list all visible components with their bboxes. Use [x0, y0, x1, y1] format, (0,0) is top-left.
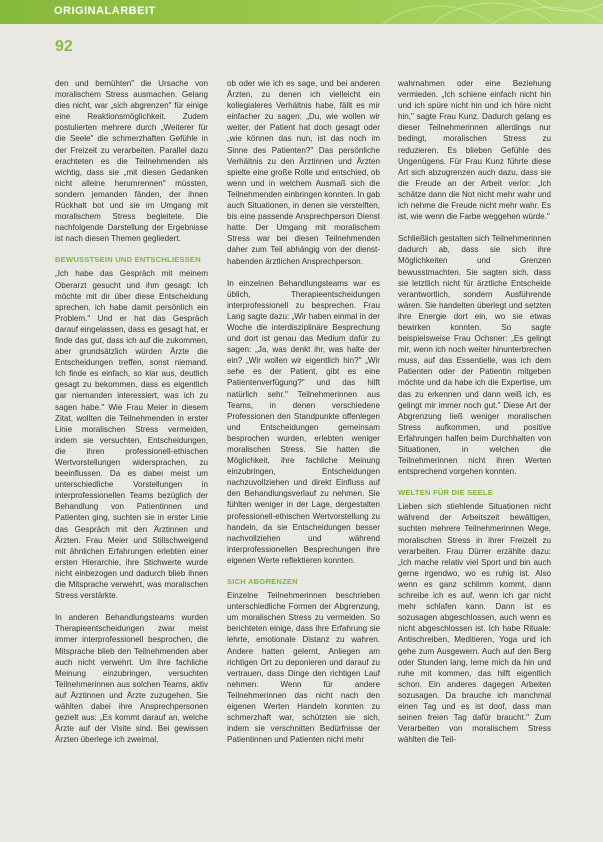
paragraph: In anderen Behandlungsteams wurden Therapieentscheidungen zwar meist immer interprofessionell besprochen, die Mitsprache blieb den Teilnehmenden aber auch nicht verwehrt. Um ihre fachliche Meinung einzubringen, versuchten Teilnehmerinnen aus solchen Teams, aktiv auf Ärztinnen und Ärzte zuzugehen. Sie wählten dabei ihre Ansprechpersonen gezielt aus: „Es kommt darauf an, welche Ärzte auf der Visite sind. Bei gewissen Ärzten überlege ich zweimal, [55, 613, 208, 745]
paragraph: In einzelnen Behandlungsteams war es üblich, Therapieentscheidungen interprofessionell zu besprechen. Frau Lang sagte dazu: „Wir haben einmal in der Woche die interdisziplinäre Besprechung und dort ist genau das Medium dafür zu sagen: „Ja, was denkt ihr, was halte der ein? „Wir wollen wir eigentlich hin?" „Wir sehe es der Patient, gibt es eine Patientenverfügung?" und das hilft natürlich sehr." Teilnehmerinnen aus Teams, in denen verschiedene Professionen den Standpunkte offenlegen und Entscheidungen gemeinsam besprochen wurden, erlebten weniger moralischen Stress. Sie hatten die Möglichkeit, ihre fachliche Meinung einzubringen, Entscheidungen nachzuvollziehen und direkt Einfluss auf den Behandlungsverlauf zu nehmen. Sie fühlten weniger in der Lage, dergestalten professionell-ethischen Wertvorstellung zu handeln, da sie Entscheidungen besser nachvollziehen und während interprofessionellen Besprechungen ihre eigenen Werte reflektieren konnten. [227, 278, 380, 565]
paragraph: Schließlich gestalten sich Teilnehmerinnen dadurch ab, dass sie sich ihre Möglichkeiten und Grenzen bewusstmachten. Sie sagten sich, dass sie letztlich nicht für ärztliche Entscheide verantwortlich, sondern Ausführende wären. Sie handelten überlegt und setzten ihre Energie dort ein, wo sie etwas bewirken konnten. So sagte beispielsweise Frau Ochsner: „Es gelingt mir, wenn ich noch weiter hinunterbrechen muss, auf das Essentielle, was ich dem Patienten oder der Patientin mitgeben möchte und da habe ich die Expertise, um das zu erkennen und dann weiß ich, es gelingt mir immer noch gut." Diese Art der Abgrenzung ließ weniger moralischen Stress aufkommen, und positive Erfahrungen halfen beim Durchhalten von Situationen, in welchen die Teilnehmerinnen nicht ihren Werten entsprechend vorgehen konnten. [398, 234, 551, 477]
page-number: 92 [55, 38, 73, 55]
header-banner [0, 0, 603, 24]
paragraph: Einzelne Teilnehmerinnen beschrieben unterschiedliche Formen der Abgrenzung, um moralischen Stress zu vermeiden. So berichteten einige, dass ihre Erfahrung sie lehrte, emotionale Distanz zu wahren. Andere hatten gelernt, Anliegen am richtigen Ort zu deponieren und darauf zu vertrauen, dass Dinge den richtigen Lauf nehmen. Wenn für andere Teilnehmerinnen das nicht nach den eigenen Werten Handeln konnten zu schmerzhaft war, schützten sie sich, indem sie verschnitten Bedürfnisse der Patientinnen und Patienten nicht mehr [227, 591, 380, 745]
paragraph: „Ich habe das Gespräch mit meinem Oberarzt gesucht und ihm gesagt: Ich möchte mit dir über diese Entscheidung sprechen, ich habe damit persönlich ein Problem." Und er hat das Gespräch darauf eingelassen, dass es gesagt hat, er finde das gut, dass ich auf die zukommen, aber grundsätzlich würden Ärzte die Entscheidungen treffen, sonst niemand. Ich finde es einfach, so klar aus, deutlich gesagt zu bekommen, dass es eigentlich gar niemanden interessiert, was ich zu sagen habe." Wie Frau Meier in diesem Zitat, wollten die Teilnehmenden in erster Linie moralischen Stress vermeiden, indem sie versuchten, Entscheidungen, die ihren professionell-ethischen Wertvorstellungen widersprachen, zu beeinflussen. Da es dabei meist um unterschiedliche Vorstellungen in interprofessionellen Teams bezüglich der Behandlung von Patientinnen und Patienten ging, suchten sie in erster Linie das Gespräch mit den Ärztinnen und Ärzten. Frau Meier und Stillschweigend mit ähnlichen Erfahrungen erlebten einer ersten Hierarchie, ihre Stichwerte wurde nicht einbezogen und dadurch blieb ihnen die Mitsprache verwehrt, was moralischen Stress verstärkte. [55, 269, 208, 601]
leaf-pattern-decoration [353, 0, 603, 24]
section-heading: WELTEN FÜR DIE SEELE [398, 488, 493, 498]
paragraph: Lieben sich stiehlende Situationen nicht während der Arbeitszeit bewältigen, suchten mehrere Teilnehmerinnen Wege, moralischen Stress in ihrer Freizeit zu verarbeiten. Frau Dürrer erzählte dazu: „Ich mache relativ viel Sport und bin auch gerne irgendwo, wo es ruhig ist. Also wenn es ganz schlimm kommt, dann schreibe ich es auf, wenn ich gar nicht mehr schlafen kann. Dann ist es sozusagen abgeschlossen, auch wenn es nicht abgeschlossen ist. Ich habe Rituale: Antischreiben, Meditieren, Yoga und ich gehe zum Ausgewern. Auch auf den Berg oder Stunden lang, lerne mich da hin und ruhe mit kommen, das hilft eigentlich schon. Ein anderes dagegen Arbeiten sozusagen. Da brauche ich manchmal einen Tag und es ist doof, dass man seinen freien Tag dafür braucht." Zum Verarbeiten von moralischem Stress wählten die Teil- [398, 502, 551, 745]
section-heading: BEWUSSTSEIN UND ENTSCHLIESSEN [55, 255, 201, 265]
paragraph: wahrnahmen oder eine Beziehung vermieden. „Ich schiene einfach nicht hin und ich spüre nicht hin und ich höre nicht hin," sagte Frau Kunz. Dadurch gelang es dieser Teilnehmerinnen allerdings nur bedingt, moralischen Stress zu reduzieren. Es blieben Gefühle des Ungenügens. Für Frau Kunz führte diese Art sich abzugrenzen auch dazu, dass sie die Freude an der Arbeit verlor: „Ich schätze dann die Not nicht mehr wahr und ich nehme die Freude nicht mehr wahr. Es ist, wie wenn die Farbe weggehen würde." [398, 79, 551, 222]
section-heading: SICH ABGRENZEN [227, 577, 298, 587]
section-label: ORIGINALARBEIT [54, 5, 156, 17]
paragraph: den und bemühten" die Ursache von moralischem Stress ausmachen. Gelang dies nicht, war „sich abgrenzen" für einige eine Reaktionsmöglichkeit. Zudem postulierten mehrere durch „Weiterer für die Seele" die schmerzhaften Gefühle in der Freizeit zu verarbeiten. Parallel dazu erachteten es die Teilnehmenden als wichtig, dass sie „mit diesen Gedanken nicht alleine herumrennen" müssten, sondern jemanden fänden, der ihnen Rückhalt bot und sie im Umgang mit moralischem Stress begleitete. Die nachfolgende Darstellung der Ergebnisse ist nach diesen Themen gegliedert. [55, 79, 208, 244]
text-column-2 [227, 78, 380, 756]
paragraph: ob oder wie ich es sage, und bei anderen Ärzten, zu denen ich vielleicht ein kollegialeres Verhältnis habe, fällt es mir einfacher zu sagen: „Du, wie wollen wir weiter, der Patient hat doch gesagt oder „wie können das nun, ist das noch im Sinne des Patienten?" Das persönliche Verhältnis zu den Ärztinnen und Ärzten spielte eine große Rolle und entschied, ob wenn und in welchem Ausmaß sich die Teilnehmenden einbringen konnten. In gab auch Situationen, in denen sie versteiften, bis eine passende Ansprechperson Dienst hatte. Der Umgang mit moralischem Stress war bei diesen Teilnehmenden daher zum Teil abhängig von der diensthabenden ärztlichen Ansprechperson. [227, 79, 380, 266]
text-column-3 [398, 78, 551, 756]
text-column-1 [55, 78, 208, 756]
